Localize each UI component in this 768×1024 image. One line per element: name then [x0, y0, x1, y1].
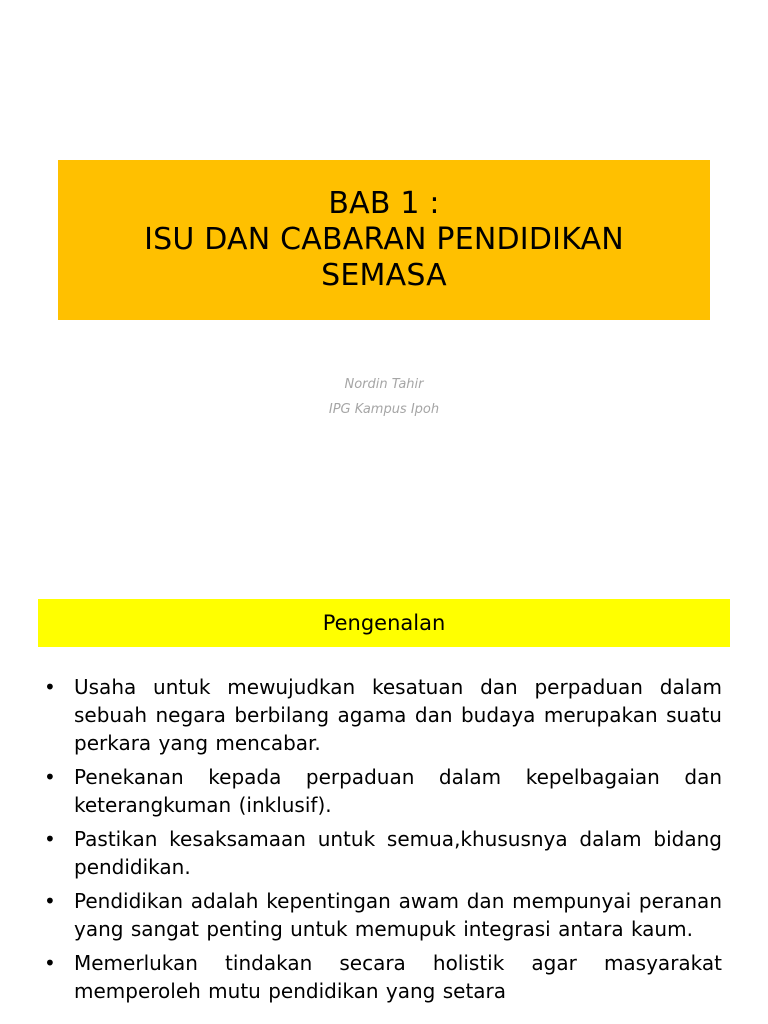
bullet-icon: •: [44, 765, 56, 789]
bullet-icon: •: [44, 889, 56, 913]
bullet-item: [40, 825, 722, 881]
bullet-text: Penekanan kepada perpaduan dalam kepelbagaian dan keterangkuman (inklusif).: [74, 765, 722, 817]
bullet-text: Usaha untuk mewujudkan kesatuan dan perpaduan dalam sebuah negara berbilang agama dan budaya merupakan suatu perkara yang mencabar.: [74, 675, 722, 755]
title-box: [58, 160, 710, 320]
bullet-item: [40, 887, 722, 943]
author-name: Nordin Tahir: [344, 377, 424, 392]
bullet-icon: •: [44, 827, 56, 851]
bullet-list: [40, 673, 722, 1011]
title-line: ISU DAN CABARAN PENDIDIKAN: [144, 222, 624, 257]
bullet-icon: •: [44, 675, 56, 699]
bullet-icon: •: [44, 951, 56, 975]
bullet-text: Memerlukan tindakan secara holistik agar masyarakat memperoleh mutu pendidikan yang setara: [74, 951, 722, 1003]
title-line: BAB 1 :: [328, 186, 440, 221]
bullet-item: [40, 763, 722, 819]
section-heading: Pengenalan: [322, 611, 446, 635]
bullet-text: Pastikan kesaksamaan untuk semua,khususnya dalam bidang pendidikan.: [74, 827, 722, 879]
bullet-item: [40, 949, 722, 1005]
bullet-item: [40, 673, 722, 757]
title-line: SEMASA: [321, 258, 447, 293]
institution-name: IPG Kampus Ipoh: [328, 402, 440, 417]
bullet-text: Pendidikan adalah kepentingan awam dan mempunyai peranan yang sangat penting untuk memupuk integrasi antara kaum.: [74, 889, 722, 941]
section-heading-bar: [38, 599, 730, 647]
